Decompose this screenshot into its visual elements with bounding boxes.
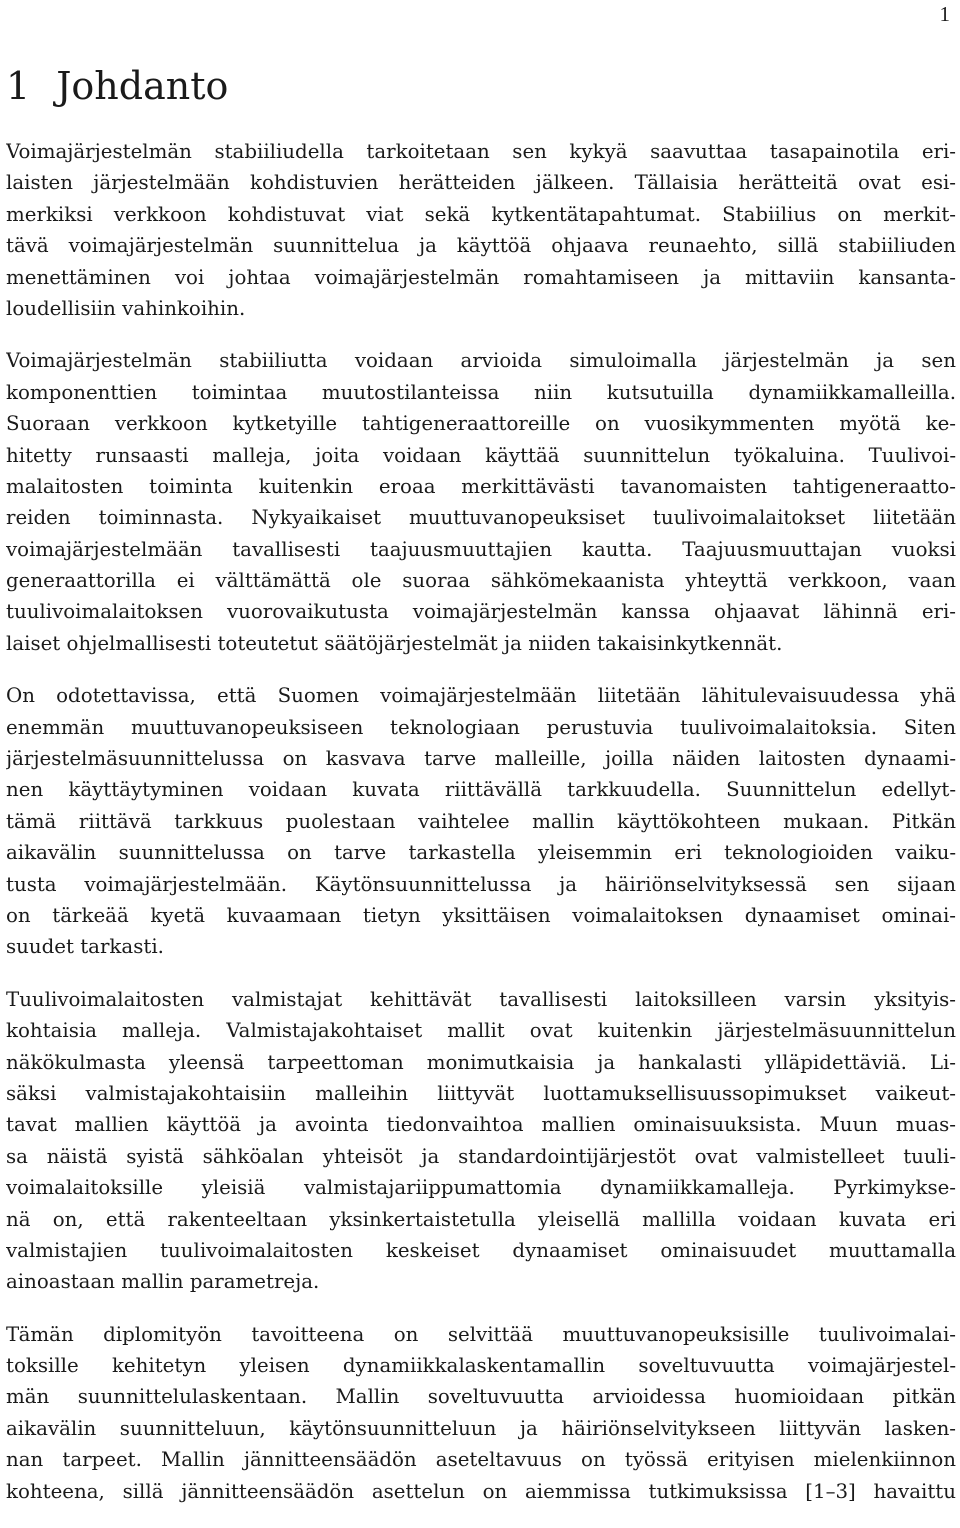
text-line: män suunnittelulaskentaan. Mallin soveltuvuutta arvioidessa huomioidaan pitkän bbox=[6, 1385, 956, 1409]
text-line: on tärkeää kyetä kuvaamaan tietyn yksittäisen voimalaitoksen dynaamiset ominai- bbox=[6, 903, 956, 927]
text-line: säksi valmistajakohtaisiin malleihin liittyvät luottamuksellisuussopimukset vaikeut- bbox=[6, 1081, 956, 1105]
paragraph bbox=[6, 136, 956, 324]
text-line: On odotettavissa, että Suomen voimajärjestelmään liitetään lähitulevaisuudessa yhä bbox=[6, 684, 956, 708]
text-line: sa näistä syistä sähköalan yhteisöt ja standardointijärjestöt ovat valmistelleet tuuli- bbox=[6, 1144, 956, 1168]
body-text bbox=[6, 136, 956, 1528]
section-number: 1 bbox=[6, 64, 31, 108]
text-line: merkiksi verkkoon kohdistuvat viat sekä kytkentätapahtumat. Stabiilius on merkit- bbox=[6, 202, 956, 226]
text-line: suudet tarkasti. bbox=[6, 935, 164, 959]
text-line: näkökulmasta yleensä tarpeettoman monimutkaisia ja hankalasti ylläpidettäviä. Li- bbox=[6, 1050, 956, 1074]
text-line: tävä voimajärjestelmän suunnittelua ja käyttöä ohjaava reunaehto, sillä stabiiliuden bbox=[6, 234, 956, 258]
text-line: laiset ohjelmallisesti toteutetut säätöjärjestelmät ja niiden takaisinkytkennät. bbox=[6, 631, 783, 655]
text-line: voimalaitoksille yleisiä valmistajariippumattomia dynamiikkamalleja. Pyrkimykse- bbox=[6, 1176, 956, 1200]
text-line: valmistajien tuulivoimalaitosten keskeiset dynaamiset ominaisuudet muuttamalla bbox=[6, 1238, 956, 1262]
text-line: aikavälin suunnitteluun, käytönsuunnitteluun ja häiriönselvitykseen liittyvän lasken- bbox=[6, 1416, 956, 1440]
text-line: Voimajärjestelmän stabiiliudella tarkoitetaan sen kykyä saavuttaa tasapainotila eri- bbox=[6, 140, 956, 163]
paragraph bbox=[6, 680, 956, 963]
text-line: Tuulivoimalaitosten valmistajat kehittävät tavallisesti laitoksilleen varsin yksityis- bbox=[6, 987, 956, 1011]
text-line: generaattorilla ei välttämättä ole suoraa sähkömekaanista yhteyttä verkkoon, vaan bbox=[6, 569, 956, 593]
text-line: Tämän diplomityön tavoitteena on selvittää muuttuvanopeuksisille tuulivoimalai- bbox=[6, 1322, 956, 1346]
text-line: tämä riittävä tarkkuus puolestaan vaihtelee mallin käyttökohteen mukaan. Pitkän bbox=[6, 809, 956, 833]
text-line: voimajärjestelmään tavallisesti taajuusmuuttajien kautta. Taajuusmuuttajan vuoksi bbox=[6, 537, 956, 561]
text-line: laisten järjestelmään kohdistuvien herätteiden jälkeen. Tällaisia herätteitä ovat esi- bbox=[6, 171, 956, 195]
section-title: Johdanto bbox=[56, 64, 229, 108]
text-line: menettäminen voi johtaa voimajärjestelmän romahtamiseen ja mittaviin kansanta- bbox=[6, 265, 956, 289]
text-line: nen käyttäytyminen voidaan kuvata riittävällä tarkkuudella. Suunnittelun edellyt- bbox=[6, 778, 956, 802]
text-line: malaitosten toiminta kuitenkin eroaa merkittävästi tavanomaisten tahtigeneraatto- bbox=[6, 474, 956, 498]
text-line: tavat mallien käyttöä ja avointa tiedonvaihtoa mallien ominaisuuksista. Muun muas- bbox=[6, 1113, 956, 1137]
page-number: 1 bbox=[939, 2, 950, 26]
text-line: hitetty runsaasti malleja, joita voidaan käyttää suunnittelun työkaluina. Tuulivoi- bbox=[6, 443, 956, 467]
text-line: Voimajärjestelmän stabiiliutta voidaan arvioida simuloimalla järjestelmän ja sen bbox=[6, 349, 956, 373]
text-line: toksille kehitetyn yleisen dynamiikkalaskentamallin soveltuvuutta voimajärjestel- bbox=[6, 1354, 956, 1378]
text-line: kohteena, sillä jännitteensäädön asettelun on aiemmissa tutkimuksissa [1–3] havaittu bbox=[6, 1479, 956, 1503]
text-line: tusta voimajärjestelmään. Käytönsuunnittelussa ja häiriönselvityksessä sen sijaan bbox=[6, 872, 956, 896]
text-line: Suoraan verkkoon kytketyille tahtigeneraattoreille on vuosikymmenten myötä ke- bbox=[6, 412, 956, 436]
text-line: nan tarpeet. Mallin jännitteensäädön aseteltavuus on työssä erityisen mielenkiinnon bbox=[6, 1448, 956, 1472]
text-line: nä on, että rakenteeltaan yksinkertaistetulla yleisellä mallilla voidaan kuvata eri bbox=[6, 1207, 956, 1231]
text-line: ainoastaan mallin parametreja. bbox=[6, 1270, 320, 1294]
text-line: loudellisiin vahinkoihin. bbox=[6, 296, 246, 320]
text-line: aikavälin suunnittelussa on tarve tarkastella yleisemmin eri teknologioiden vaiku- bbox=[6, 841, 956, 865]
text-line: komponenttien toimintaa muutostilanteissa niin kutsutuilla dynamiikkamalleilla. bbox=[6, 380, 956, 404]
text-line: tuulivoimalaitoksen vuorovaikutusta voimajärjestelmän kanssa ohjaavat lähinnä eri- bbox=[6, 600, 956, 624]
text-line: kohtaisia malleja. Valmistajakohtaiset mallit ovat kuitenkin järjestelmäsuunnittelun bbox=[6, 1019, 956, 1043]
text-line: reiden toiminnasta. Nykyaikaiset muuttuvanopeuksiset tuulivoimalaitokset liitetään bbox=[6, 506, 956, 530]
paragraph bbox=[6, 345, 956, 659]
paragraph bbox=[6, 984, 956, 1298]
text-line: järjestelmäsuunnittelussa on kasvava tarve malleille, joilla näiden laitosten dynaami- bbox=[6, 747, 956, 771]
paragraph bbox=[6, 1319, 956, 1507]
section-heading bbox=[6, 62, 228, 110]
text-line: enemmän muuttuvanopeuksiseen teknologiaan perustuvia tuulivoimalaitoksia. Siten bbox=[6, 715, 956, 739]
